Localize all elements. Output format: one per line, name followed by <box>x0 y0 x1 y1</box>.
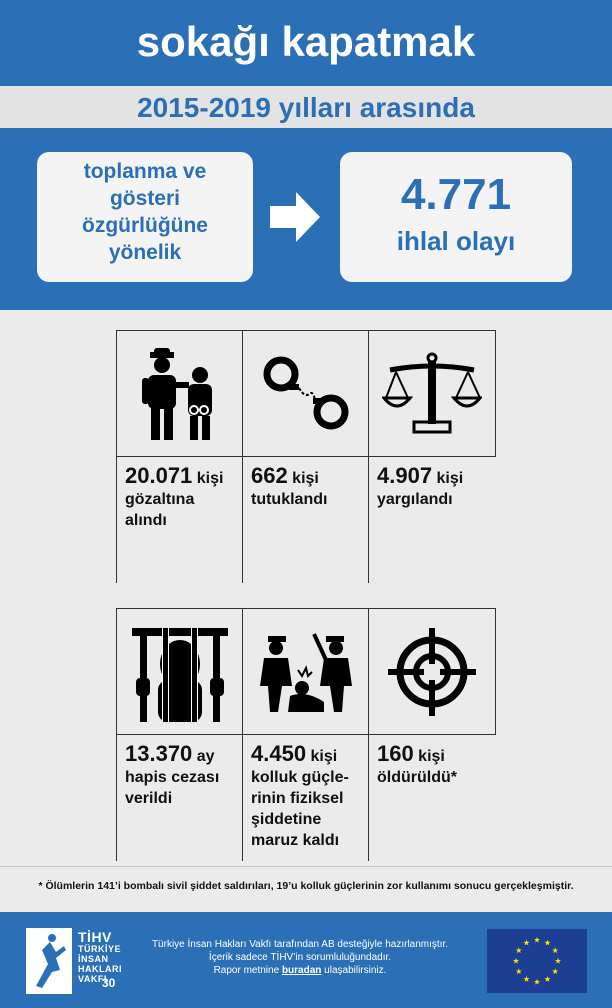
stat-text: tutuklandı <box>251 491 328 508</box>
stat-text: öldürüldü* <box>377 769 457 786</box>
logo-line: TÜRKİYE <box>78 944 122 954</box>
stat-sentenced <box>116 735 242 861</box>
police-violence-icon <box>254 630 358 714</box>
stat-detained <box>116 457 242 583</box>
stat-text: alındı <box>125 512 167 529</box>
scope-line: özgürlüğüne <box>82 214 208 237</box>
icon-row <box>116 330 496 457</box>
stat-row <box>116 735 496 861</box>
total-number: 4.771 <box>400 170 512 219</box>
footer-line <box>130 964 470 977</box>
crosshair-icon <box>384 624 480 720</box>
logo-line: İNSAN <box>78 954 109 964</box>
logo-line: HAKLARI <box>78 964 122 974</box>
stat-text: yargılandı <box>377 491 453 508</box>
scales-icon <box>382 352 482 436</box>
scope-line: toplanma ve <box>83 160 207 183</box>
footer-line: Türkiye İnsan Hakları Vakfı tarafından AB desteğiyle hazırlanmıştır. <box>151 939 449 950</box>
detention-icon <box>138 348 222 440</box>
stats-grid-row2 <box>116 608 496 861</box>
stat-number: 662 <box>251 463 288 488</box>
stat-text: kolluk güçle- <box>251 769 349 786</box>
stat-text: rinin fiziksel <box>251 790 344 807</box>
logo-line: TİHV <box>78 929 112 945</box>
scope-line: gösteri <box>109 187 180 210</box>
stat-arrested <box>242 457 368 583</box>
divider <box>0 866 612 867</box>
icon-cell <box>243 331 369 456</box>
stat-number: 4.450 <box>251 741 307 766</box>
stat-unit: kişi <box>310 748 338 765</box>
eu-flag-icon <box>487 929 587 993</box>
logo-line: VAKFI <box>78 974 107 984</box>
stats-grid-row1 <box>116 330 496 583</box>
footer-line: İçerik sadece TİHV’in sorumluluğundadır. <box>208 952 392 963</box>
stat-text: maruz kaldı <box>251 832 340 849</box>
icon-cell <box>243 609 369 734</box>
stat-number: 20.071 <box>125 463 193 488</box>
handcuffs-icon <box>261 354 351 434</box>
icon-cell <box>117 609 243 734</box>
footnote: * Ölümlerin 141’i bombalı sivil şiddet saldırıları, 19’u kolluk güçlerinin zor kullanımı sonucu gerçekleşmiştir. <box>38 880 574 892</box>
stat-number: 4.907 <box>377 463 433 488</box>
footer-line-prefix: Rapor metnine <box>213 965 282 976</box>
stat-number: 13.370 <box>125 741 193 766</box>
summary-band <box>0 128 612 310</box>
stat-killed <box>368 735 494 861</box>
footer <box>0 912 612 1008</box>
header-banner <box>0 0 612 86</box>
icon-cell <box>369 609 495 734</box>
icon-row <box>116 608 496 735</box>
report-link[interactable]: buradan <box>281 965 322 976</box>
stat-text: şiddetine <box>251 811 322 828</box>
logo-badge: 30 <box>102 976 116 990</box>
stat-text: gözaltına <box>125 491 195 508</box>
stat-row <box>116 457 496 583</box>
stat-unit: kişi <box>292 470 319 487</box>
stat-violence <box>242 735 368 861</box>
footer-line-suffix: ulaşabilirsiniz. <box>321 965 387 976</box>
logo-wordmark <box>78 930 122 984</box>
stat-unit: kişi <box>436 470 464 487</box>
stat-unit: kişi <box>418 748 445 765</box>
stat-text: verildi <box>125 790 173 807</box>
scope-line: yönelik <box>108 241 182 264</box>
stat-unit: kişi <box>196 470 224 487</box>
stat-unit: ay <box>196 748 215 765</box>
icon-cell <box>117 331 243 456</box>
footer-credits <box>130 938 470 977</box>
prison-bars-icon <box>132 622 228 722</box>
period-title: 2015-2019 yılları arasında <box>137 92 475 123</box>
icon-cell <box>369 331 495 456</box>
page-title: sokağı kapatmak <box>136 18 476 65</box>
total-card <box>340 152 572 282</box>
subheader-banner <box>0 86 612 128</box>
right-arrow-icon <box>270 192 320 242</box>
scope-card <box>37 152 253 282</box>
total-caption: ihlal olayı <box>396 226 516 256</box>
stat-prosecuted <box>368 457 494 583</box>
stat-number: 160 <box>377 741 414 766</box>
stat-text: hapis cezası <box>125 769 220 786</box>
